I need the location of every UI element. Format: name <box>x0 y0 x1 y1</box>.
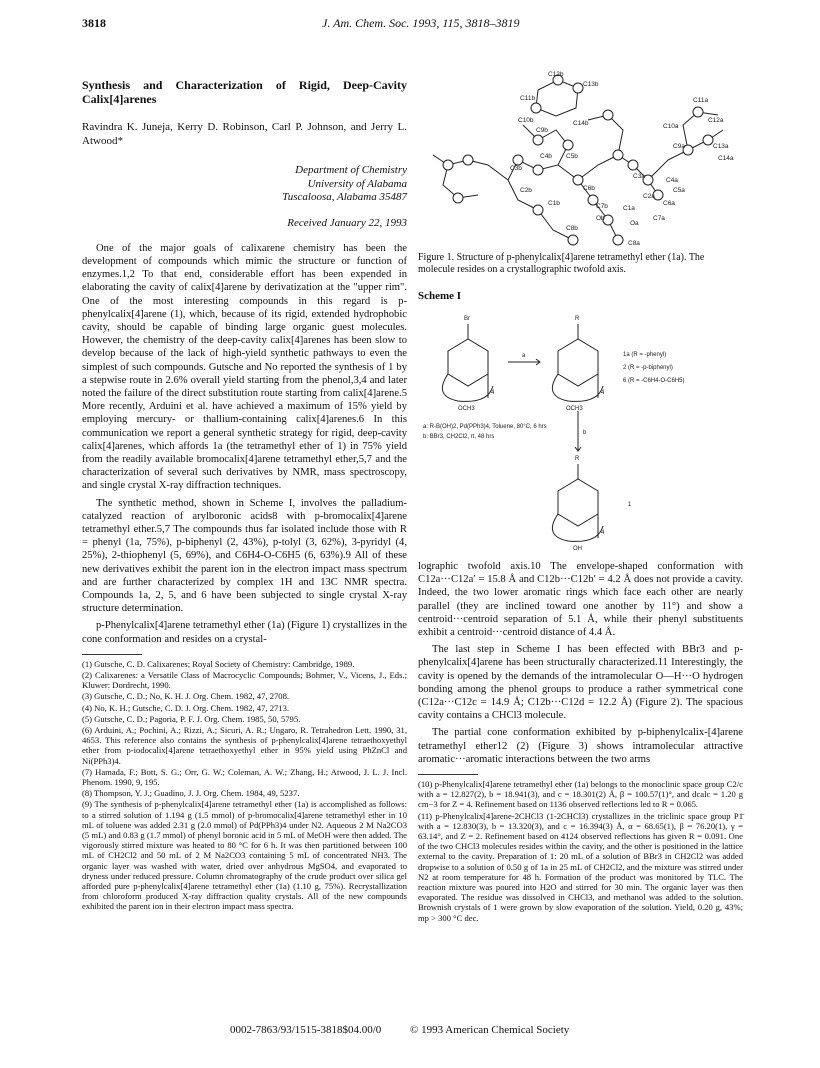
atom-label: C2b <box>520 187 532 194</box>
reagent-note: a: R-B(OH)2, Pd(PPh3)4, Toluene, 80°C, 6 hrs <box>423 424 547 430</box>
received-date: Received January 22, 1993 <box>287 216 407 229</box>
compound-legend: 2 (R = -p-biphenyl) <box>623 365 673 371</box>
scheme-title: Scheme I <box>418 290 462 302</box>
footnote: (8) Thompson, Y. J.; Guadino, J. J. Org. Chem. 1984, 49, 5237. <box>82 788 300 799</box>
atom-label: C11a <box>693 97 709 104</box>
body-paragraph: p-Phenylcalix[4]arene tetramethyl ether (1a) (Figure 1) crystallizes in the cone conformation and resides on a crystal- <box>82 620 407 645</box>
body-paragraph: The last step in Scheme I has been effected with BBr3 and p-phenylcalix[4]arene has been structurally characterized.11 Interestingly, the cavity is opened by the demands of the intramolecular O—H···O hydrogen bonding among the phenol groups to produce a rather symmetrical cone (C12a···C12c = 14.9 Å; C12b···C12d = 12.2 Å) (Figure 2). The spacious cavity contains a CHCl3 molecule. <box>418 644 743 722</box>
atom-label: C8a <box>628 240 640 247</box>
footnote: (5) Gutsche, C. D.; Pagoria, P. F. J. Org. Chem. 1985, 50, 5795. <box>82 713 301 724</box>
footnote: (9) The synthesis of p-phenylcalix[4]arene tetramethyl ether (1a) is accomplished as follows: to a stirred solution of 1.194 g (1.5 mmol) of p-bromocalix[4]arene tetramethyl ether in 10 mL of toluene was added 2.31 g (2.0 mmol) of Pd(PPh3)4 under N2. Aqueous 2 M Na2CO3 (5 mL) and 0.83 g (1.7 mmol) of phenyl boronic acid in 5 mL of MeOH were then added. The vigorously stirred mixture was heated to 80 °C for 6 h. It was then partitioned between 100 mL of CH2Cl2 and 50 mL of 2 M Na2CO3 containing 5 mL of concentrated NH3. The organic layer was washed with water, dried over anhydrous MgSO4, and evaporated to dryness under reduced pressure. Column chromatography of the crude product over silica gel afforded pure p-phenylcalix[4]arene tetramethyl ether (1a) (1.10 g, 75%). Recrystallization from chloroform produced X-ray diffraction quality crystals. All of the new compounds exhibited the parent ion in their electron impact mass spectra. <box>82 799 407 912</box>
compound-legend: 6 (R = -C6H4-O-C6H5) <box>623 378 685 384</box>
atom-label: C4b <box>540 153 552 160</box>
authors: Ravindra K. Juneja, Kerry D. Robinson, Carl P. Johnson, and Jerry L. Atwood* <box>82 121 407 147</box>
substituent-label: R <box>575 456 580 462</box>
atom-label: C14a <box>718 155 734 162</box>
footnote: (2) Calixarenes: a Versatile Class of Macrocyclic Compounds; Bohmer, V., Vicens, J., Eds.; Kluwer: Dordrecht, 1990. <box>82 670 407 691</box>
body-paragraph: The synthetic method, shown in Scheme I, involves the palladium-catalyzed reaction of arylboronic acids8 with p-bromocalix[4]arene tetramethyl ether.5,7 The compounds thus far isolated include those with R = phenyl (1a, 75%), p-biphenyl (2, 43%), p-tolyl (3, 62%), 3-pyridyl (4, 25%), 2-thiophenyl (5, 69%), and C6H4-O-C6H5 (6, 63%).9 All of these new derivatives exhibit the parent ion in the electron impact mass spectrum and are further characterized by complex 1H and 13C NMR spectra. Compounds 1a, 2, 5, and 6 have been subjected to single crystal X-ray structure determination. <box>82 497 407 615</box>
arrow-label: b <box>583 430 587 436</box>
footnote-rule <box>418 774 478 775</box>
footnote: (6) Arduini, A.; Pochini, A.; Rizzi, A.; Sicuri, A. R.; Ungaro, R. Tetrahedron Lett. 1990, 31, 4653. This reference also contains the synthesis of p-phenylcalix[4]arene tetraethoxyethyl ether from p-iodocalix[4]arene tetraethoxyethyl ether in 95% yield using PhZnCl and Ni(PPh3)4. <box>82 725 407 766</box>
right-column <box>418 560 743 924</box>
calixarene-ring-right <box>558 339 598 386</box>
affiliation-line: Department of Chemistry <box>295 164 407 176</box>
compound-legend: 1a (R = -phenyl) <box>623 352 667 358</box>
page-number: 3818 <box>82 16 106 30</box>
footnotes-right <box>418 779 743 923</box>
atom-label: C3a <box>633 173 645 180</box>
atom-label: C13a <box>713 143 729 150</box>
atom-label: C10a <box>663 123 679 130</box>
affiliation-line: University of Alabama <box>307 177 407 190</box>
footnote: (10) p-Phenylcalix[4]arene tetramethyl ether (1a) belongs to the monoclinic space group C2/c with a = 12.827(2), b = 18.941(3), and c = 18.301(2) Å, β = 100.57(1)°, and dcalc = 1.20 g cm−3 for Z = 4. Refinement based on 1136 observed reflections led to R = 0.065. <box>418 779 743 810</box>
footnote: (7) Hamada, F.; Bott, S. G.; Orr, G. W.; Coleman, A. W.; Zhang, H.; Atwood, J. L. J. Incl. Phenom. 1990, 9, 195. <box>82 766 407 788</box>
methoxy-label: OCH3 <box>566 406 583 412</box>
copyright: © 1993 American Chemical Society <box>410 1024 570 1036</box>
article-title: Synthesis and Characterization of Rigid, Deep-Cavity Calix[4]arenes <box>82 78 407 106</box>
body-paragraph: The partial cone conformation exhibited by p-biphenylcalix-[4]arene tetramethyl ether12 (2) (Figure 3) shows intramolecular attractive aromatic···aromatic interactions between the two arms <box>418 727 743 765</box>
atom-label: C2a <box>643 193 655 200</box>
calixarene-ring-bottom <box>558 479 598 526</box>
atom-label: C12a <box>708 117 724 124</box>
methoxy-label: OCH3 <box>458 406 475 412</box>
atom-label: C5a <box>673 187 685 194</box>
scheme-diagram <box>418 306 743 556</box>
repeat-label: 4 <box>601 530 605 536</box>
atom-label: C6a <box>663 200 675 207</box>
atom-label: Oa <box>630 220 639 227</box>
left-column <box>82 78 407 913</box>
footnote: (4) No, K. H.; Gutsche, C. D. J. Org. Chem. 1982, 47, 2713. <box>82 702 290 713</box>
atom-label: C7b <box>596 203 608 210</box>
figure1-crystal-structure <box>418 70 743 250</box>
footnote: (3) Gutsche, C. D.; No, K. H. J. Org. Chem. 1982, 47, 2708. <box>82 691 290 702</box>
atom-label: C9a <box>673 143 685 150</box>
atom-label: C1a <box>623 205 635 212</box>
atom-label: C6b <box>583 185 595 192</box>
footnote-rule <box>82 654 142 655</box>
affiliation-line: Tuscaloosa, Alabama 35487 <box>282 191 407 203</box>
atom-label: C11b <box>520 95 536 102</box>
article-code: 0002-7863/93/1515-3818$04.00/0 <box>230 1024 382 1036</box>
body-paragraph: One of the major goals of calixarene chemistry has been the development of compounds which mimic the structure or function of enzymes.1,2 To that end, considerable effort has been expended in elaborating the cavity of calix[4]arene by derivatization at the "upper rim". One of the most interesting compounds in this regard is p-phenylcalix[4]arene (1), which, because of its rigid, extended hydrophobic cavity, should be capable of binding large organic guest molecules. However, the chemistry of the deep-cavity calix[4]arenes has been slow to develop because of the lack of high-yield synthetic pathways to even the simplest of such compounds. Gutsche and No reported the synthesis of 1 by a stepwise route in 2.6% overall yield starting from the phenol,3,4 and later noted the failure of the direct substitution route starting from calix[4]arene.5 More recently, Arduini et al. have achieved a maximum of 15% yield by employing mercury- or thallium-containing calix[4]arenes.6 In this communication we report a general synthetic strategy for rigid, deep-cavity calix[4]arenes, which affords 1a (the tetramethyl ether of 1) in 75% yield from the readily available bromocalix[4]arene tetramethyl ether,5,7 and the characterization of several such derivatives by NMR, mass spectroscopy, and single crystal X-ray diffraction techniques. <box>82 242 407 492</box>
atom-label: C10b <box>518 117 534 124</box>
repeat-label: 4 <box>491 390 495 396</box>
page-footer <box>230 1024 595 1036</box>
calixarene-ring-left <box>448 339 488 386</box>
atom-label: C3b <box>510 165 522 172</box>
product-label: 1 <box>628 502 632 508</box>
atom-label: C1b <box>548 200 560 207</box>
figure1-caption: Figure 1. Structure of p-phenylcalix[4]arene tetramethyl ether (1a). The molecule resides on a crystallographic twofold axis. <box>418 252 705 275</box>
atom-label: Ob <box>596 215 605 222</box>
affiliation <box>82 164 407 205</box>
atom-label: C13b <box>583 81 599 88</box>
atom-label: C8b <box>566 225 578 232</box>
substituent-label: R <box>575 316 580 322</box>
body-paragraph: lographic twofold axis.10 The envelope-shaped conformation with C12a···C12a′ = 15.8 Å and C12b···C12b′ = 4.2 Å does not provide a cavity. Indeed, the two lower aromatic rings which face each other are nearly parallel (they are inclined toward one another by 11°) and show a centroid···centroid separation of 5.1 Å, while their phenyl substituents exhibit a centroid···centroid distance of 4.4 Å. <box>418 561 743 639</box>
journal-citation: J. Am. Chem. Soc. 1993, 115, 3818–3819 <box>322 16 520 30</box>
arrow-label: a <box>522 353 526 359</box>
atom-label: C5b <box>566 153 578 160</box>
footnote: (11) p-Phenylcalix[4]arene-2CHCl3 (1-2CHCl3) crystallizes in the triclinic space group P1̄ with a = 12.830(3), b = 13.320(3), and c = 16.394(3) Å, α = 68.65(1), β = 76.20(1), γ = 63.14°, and Z = 2. Refinement based on 4124 observed reflections has given R = 0.091. One of the two CHCl3 molecules resides within the cavity, and the other is positioned in the lattice external to the cavity. Preparation of 1: 20 mL of a solution of BBr3 in CH2Cl2 was added dropwise to a solution of 0.50 g of 1a in 25 mL of CH2Cl2, and the mixture was stirred under N2 at room temperature for 48 h. Formation of the product was monitored by TLC. The reaction mixture was poured into H2O and stirred for 30 min. The organic layer was then evaporated. The residue was dissolved in CHCl3, and methanol was added to the solution. Brownish crystals of 1 were grown by slow evaporation of the solution. Yield, 0.20 g, 43%; mp > 300 °C dec. <box>418 810 743 923</box>
hydroxy-label: OH <box>573 546 582 552</box>
atom-label: C14b <box>573 120 589 127</box>
atom-label: C4a <box>666 177 678 184</box>
footnote: (1) Gutsche, C. D. Calixarenes; Royal Society of Chemistry: Cambridge, 1989. <box>82 658 355 669</box>
atom-label: C7a <box>653 215 665 222</box>
repeat-label: 4 <box>601 390 605 396</box>
atom-label: C12b <box>548 71 564 78</box>
substituent-label: Br <box>464 316 470 322</box>
footnotes-left <box>82 659 407 912</box>
reagent-note: b: BBr3, CH2Cl2, rt, 48 hrs <box>423 434 495 440</box>
atom-label: C9b <box>536 127 548 134</box>
